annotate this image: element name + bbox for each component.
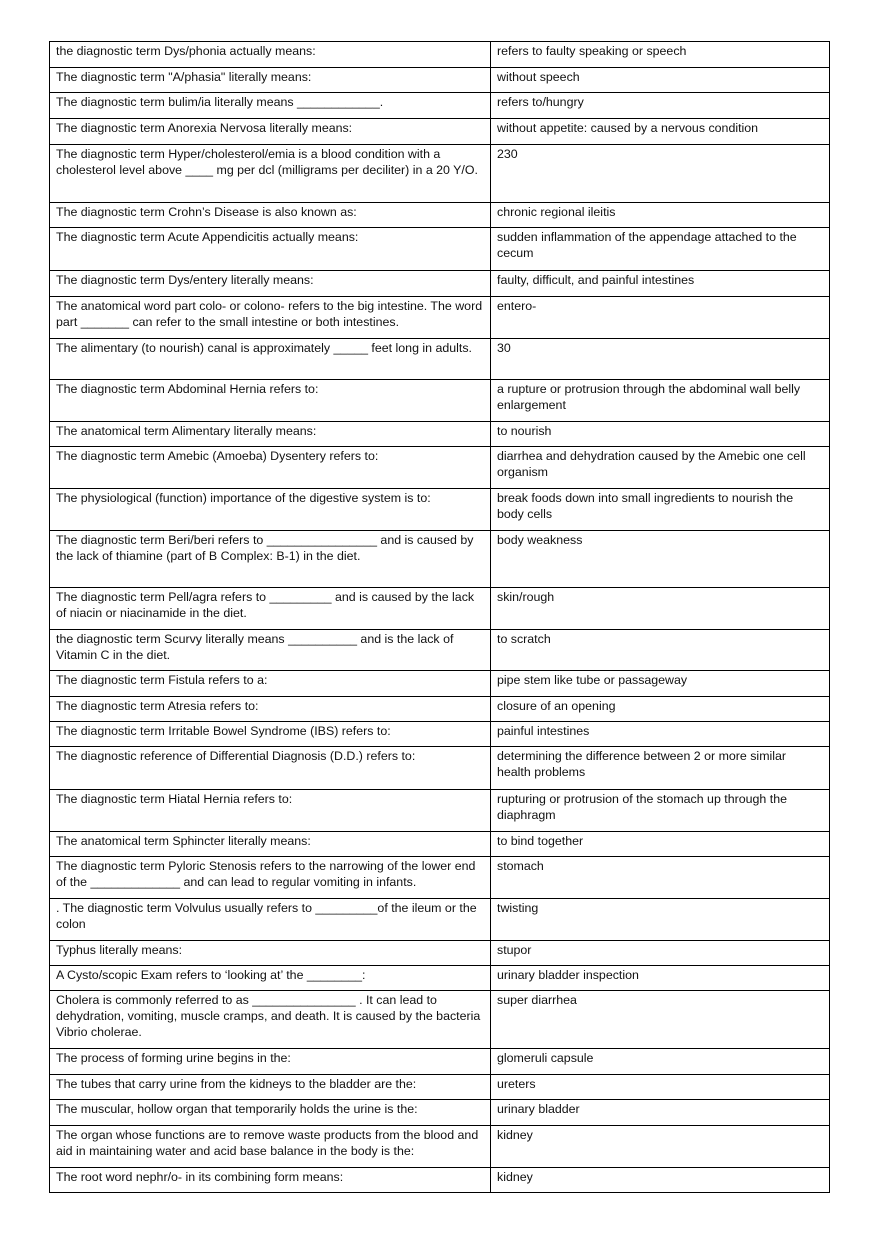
table-row [50,747,830,790]
question-cell: Typhus literally means: [50,941,491,966]
table-row [50,857,830,899]
question-cell: The root word nephr/o- in its combining form means: [50,1168,491,1193]
question-cell: The diagnostic term Acute Appendicitis actually means: [50,228,491,271]
table-row [50,630,830,671]
question-cell: The diagnostic term Atresia refers to: [50,697,491,722]
table-row [50,1100,830,1126]
answer-cell: 230 [491,145,830,203]
table-row [50,228,830,271]
answer-cell: urinary bladder inspection [491,966,830,991]
table-row [50,991,830,1049]
table-row [50,1126,830,1168]
question-cell: The diagnostic term Beri/beri refers to ________________ and is caused by the lack of thiamine (part of B Complex: B-1) in the diet. [50,531,491,588]
question-cell: The diagnostic term Hiatal Hernia refers to: [50,790,491,832]
question-cell: The diagnostic reference of Differential Diagnosis (D.D.) refers to: [50,747,491,790]
answer-cell: skin/rough [491,588,830,630]
answer-cell: stomach [491,857,830,899]
table-row [50,899,830,941]
answer-cell: urinary bladder [491,1100,830,1126]
table-row [50,297,830,339]
question-cell: The alimentary (to nourish) canal is approximately _____ feet long in adults. [50,339,491,380]
table-row [50,447,830,489]
question-cell: The process of forming urine begins in the: [50,1049,491,1075]
answer-cell: entero- [491,297,830,339]
table-row [50,145,830,203]
question-cell: The tubes that carry urine from the kidneys to the bladder are the: [50,1075,491,1100]
question-cell: The diagnostic term "A/phasia" literally means: [50,68,491,93]
answer-cell: super diarrhea [491,991,830,1049]
table-row [50,588,830,630]
answer-cell: chronic regional ileitis [491,203,830,228]
answer-cell: without appetite: caused by a nervous condition [491,119,830,145]
answer-cell: kidney [491,1168,830,1193]
question-cell: . The diagnostic term Volvulus usually refers to _________of the ileum or the colon [50,899,491,941]
answer-cell: refers to faulty speaking or speech [491,42,830,68]
table-row [50,42,830,68]
question-cell: The anatomical word part colo- or colono- refers to the big intestine. The word part _______ can refer to the small intestine or both intestines. [50,297,491,339]
table-row [50,68,830,93]
question-cell: The diagnostic term Crohn’s Disease is also known as: [50,203,491,228]
question-cell: The diagnostic term Amebic (Amoeba) Dysentery refers to: [50,447,491,489]
flashcard-rows [50,42,830,1193]
question-cell: The diagnostic term Abdominal Hernia refers to: [50,380,491,422]
answer-cell: diarrhea and dehydration caused by the Amebic one cell organism [491,447,830,489]
question-cell: The diagnostic term Hyper/cholesterol/emia is a blood condition with a cholesterol level above ____ mg per dcl (milligrams per deciliter) in a 20 Y/O. [50,145,491,203]
answer-cell: pipe stem like tube or passageway [491,671,830,697]
question-cell: The organ whose functions are to remove waste products from the blood and aid in maintaining water and acid base balance in the body is the: [50,1126,491,1168]
answer-cell: faulty, difficult, and painful intestines [491,271,830,297]
question-cell: The diagnostic term Fistula refers to a: [50,671,491,697]
answer-cell: to bind together [491,832,830,857]
table-row [50,697,830,722]
table-row [50,790,830,832]
answer-cell: kidney [491,1126,830,1168]
table-row [50,941,830,966]
answer-cell: to nourish [491,422,830,447]
answer-cell: determining the difference between 2 or more similar health problems [491,747,830,790]
question-cell: The anatomical term Alimentary literally means: [50,422,491,447]
table-row [50,1075,830,1100]
table-row [50,271,830,297]
table-row [50,380,830,422]
question-cell: The diagnostic term Pell/agra refers to _________ and is caused by the lack of niacin or niacinamide in the diet. [50,588,491,630]
question-cell: Cholera is commonly referred to as _______________ . It can lead to dehydration, vomiting, muscle cramps, and death. It is caused by the bacteria Vibrio cholerae. [50,991,491,1049]
table-row [50,671,830,697]
table-row [50,119,830,145]
answer-cell: a rupture or protrusion through the abdominal wall belly enlargement [491,380,830,422]
table-row [50,966,830,991]
table-row [50,722,830,747]
answer-cell: glomeruli capsule [491,1049,830,1075]
answer-cell: to scratch [491,630,830,671]
answer-cell: twisting [491,899,830,941]
answer-cell: rupturing or protrusion of the stomach up through the diaphragm [491,790,830,832]
table-row [50,422,830,447]
answer-cell: 30 [491,339,830,380]
question-cell: the diagnostic term Scurvy literally means __________ and is the lack of Vitamin C in the diet. [50,630,491,671]
answer-cell: break foods down into small ingredients to nourish the body cells [491,489,830,531]
answer-cell: painful intestines [491,722,830,747]
question-cell: The muscular, hollow organ that temporarily holds the urine is the: [50,1100,491,1126]
answer-cell: sudden inflammation of the appendage attached to the cecum [491,228,830,271]
answer-cell: ureters [491,1075,830,1100]
table-row [50,489,830,531]
question-cell: The diagnostic term Dys/entery literally means: [50,271,491,297]
table-row [50,531,830,588]
question-cell: The diagnostic term bulim/ia literally means ____________. [50,93,491,119]
question-cell: The diagnostic term Anorexia Nervosa literally means: [50,119,491,145]
answer-cell: stupor [491,941,830,966]
table-row [50,1049,830,1075]
table-row [50,93,830,119]
answer-cell: refers to/hungry [491,93,830,119]
answer-cell: without speech [491,68,830,93]
question-cell: The diagnostic term Irritable Bowel Syndrome (IBS) refers to: [50,722,491,747]
question-cell: The anatomical term Sphincter literally means: [50,832,491,857]
table-row [50,339,830,380]
table-row [50,203,830,228]
flashcard-table [49,41,830,1193]
question-cell: The physiological (function) importance of the digestive system is to: [50,489,491,531]
question-cell: The diagnostic term Pyloric Stenosis refers to the narrowing of the lower end of the _____________ and can lead to regular vomiting in infants. [50,857,491,899]
question-cell: A Cysto/scopic Exam refers to ‘looking at’ the ________: [50,966,491,991]
table-row [50,1168,830,1193]
table-row [50,832,830,857]
answer-cell: closure of an opening [491,697,830,722]
answer-cell: body weakness [491,531,830,588]
question-cell: the diagnostic term Dys/phonia actually means: [50,42,491,68]
